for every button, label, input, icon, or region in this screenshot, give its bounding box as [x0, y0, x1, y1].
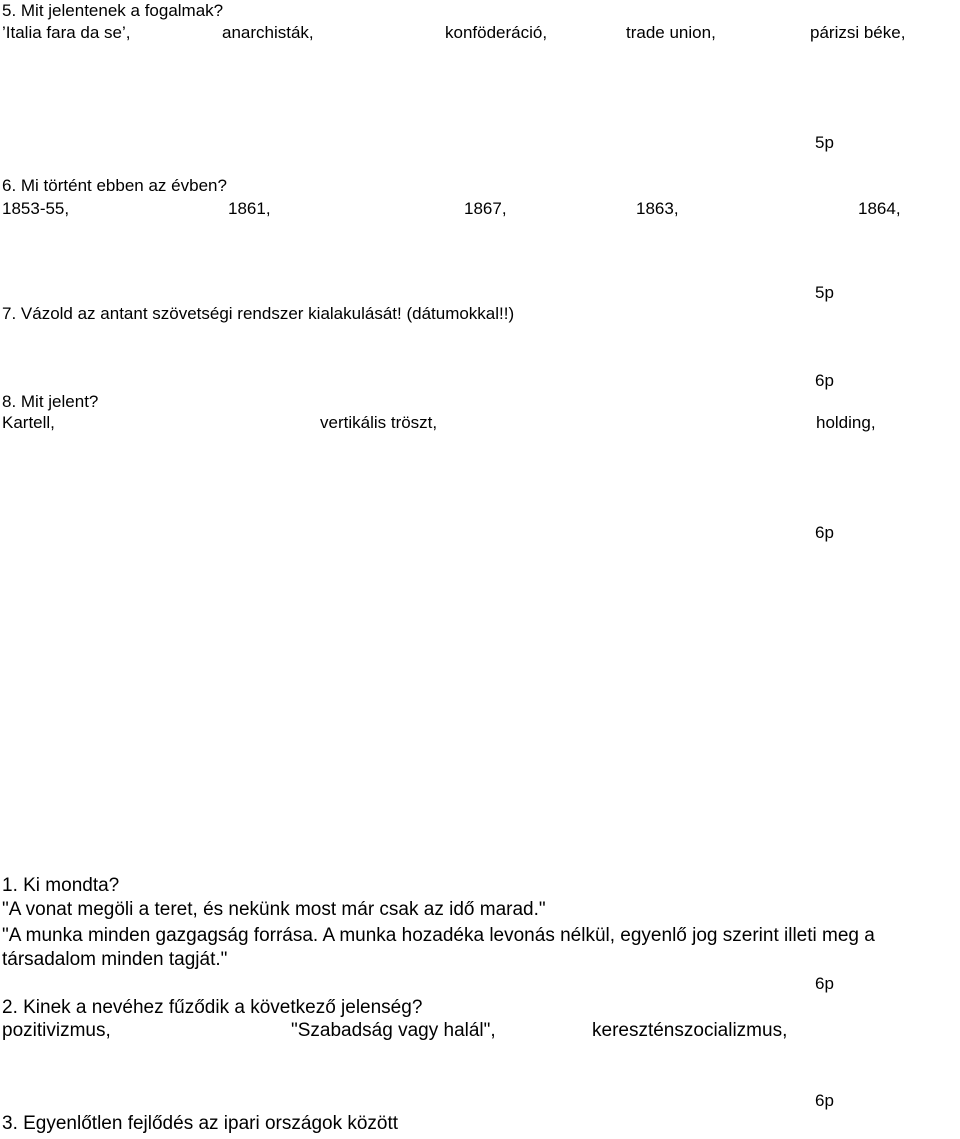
q7-points: 6p: [815, 371, 834, 390]
p2q2-points: 6p: [815, 1091, 834, 1110]
p2q2-term-keresztenyszocializmus: kereszténszocializmus,: [592, 1020, 788, 1041]
q5-title: 5. Mit jelentenek a fogalmak?: [2, 1, 224, 20]
q8-term-holding: holding,: [816, 413, 876, 432]
p2q1-title: 1. Ki mondta?: [2, 875, 120, 896]
q6-year-1853: 1853-55,: [2, 199, 70, 218]
q8-points: 6p: [815, 523, 834, 542]
p2q2-title: 2. Kinek a nevéhez fűződik a következő jelenség?: [2, 997, 423, 1018]
q8-title: 8. Mit jelent?: [2, 392, 99, 411]
q6-year-1867: 1867,: [464, 199, 507, 218]
q6-year-1864: 1864,: [858, 199, 901, 218]
q6-year-1863: 1863,: [636, 199, 679, 218]
q5-term-anarchistak: anarchisták,: [222, 23, 314, 42]
q6-year-1861: 1861,: [228, 199, 271, 218]
q5-term-trade-union: trade union,: [626, 23, 716, 42]
q5-term-italia: ’Italia fara da se’,: [2, 23, 131, 42]
p2q1-points: 6p: [815, 974, 834, 993]
q5-term-konfoderacio: konföderáció,: [445, 23, 548, 42]
p2q3-title: 3. Egyenlőtlen fejlődés az ipari országok között: [2, 1113, 399, 1134]
p2q1-quote-2-line-1: "A munka minden gazgagság forrása. A munka hozadéka levonás nélkül, egyenlő jog szerint illeti meg a: [2, 925, 875, 946]
q5-points: 5p: [815, 133, 834, 152]
q5-term-parizsi-beke: párizsi béke,: [810, 23, 906, 42]
p2q2-term-szabadsag: "Szabadság vagy halál",: [291, 1020, 496, 1041]
q8-term-kartell: Kartell,: [2, 413, 55, 432]
p2q1-quote-1: "A vonat megöli a teret, és nekünk most már csak az idő marad.": [2, 899, 546, 920]
q6-points: 5p: [815, 283, 834, 302]
q6-title: 6. Mi történt ebben az évben?: [2, 176, 227, 195]
p2q1-quote-2-line-2: társadalom minden tagját.": [2, 949, 228, 970]
q7-title: 7. Vázold az antant szövetségi rendszer kialakulását! (dátumokkal!!): [2, 304, 515, 323]
q8-term-vertikalis-troszt: vertikális tröszt,: [320, 413, 438, 432]
p2q2-term-pozitivizmus: pozitivizmus,: [2, 1020, 111, 1041]
